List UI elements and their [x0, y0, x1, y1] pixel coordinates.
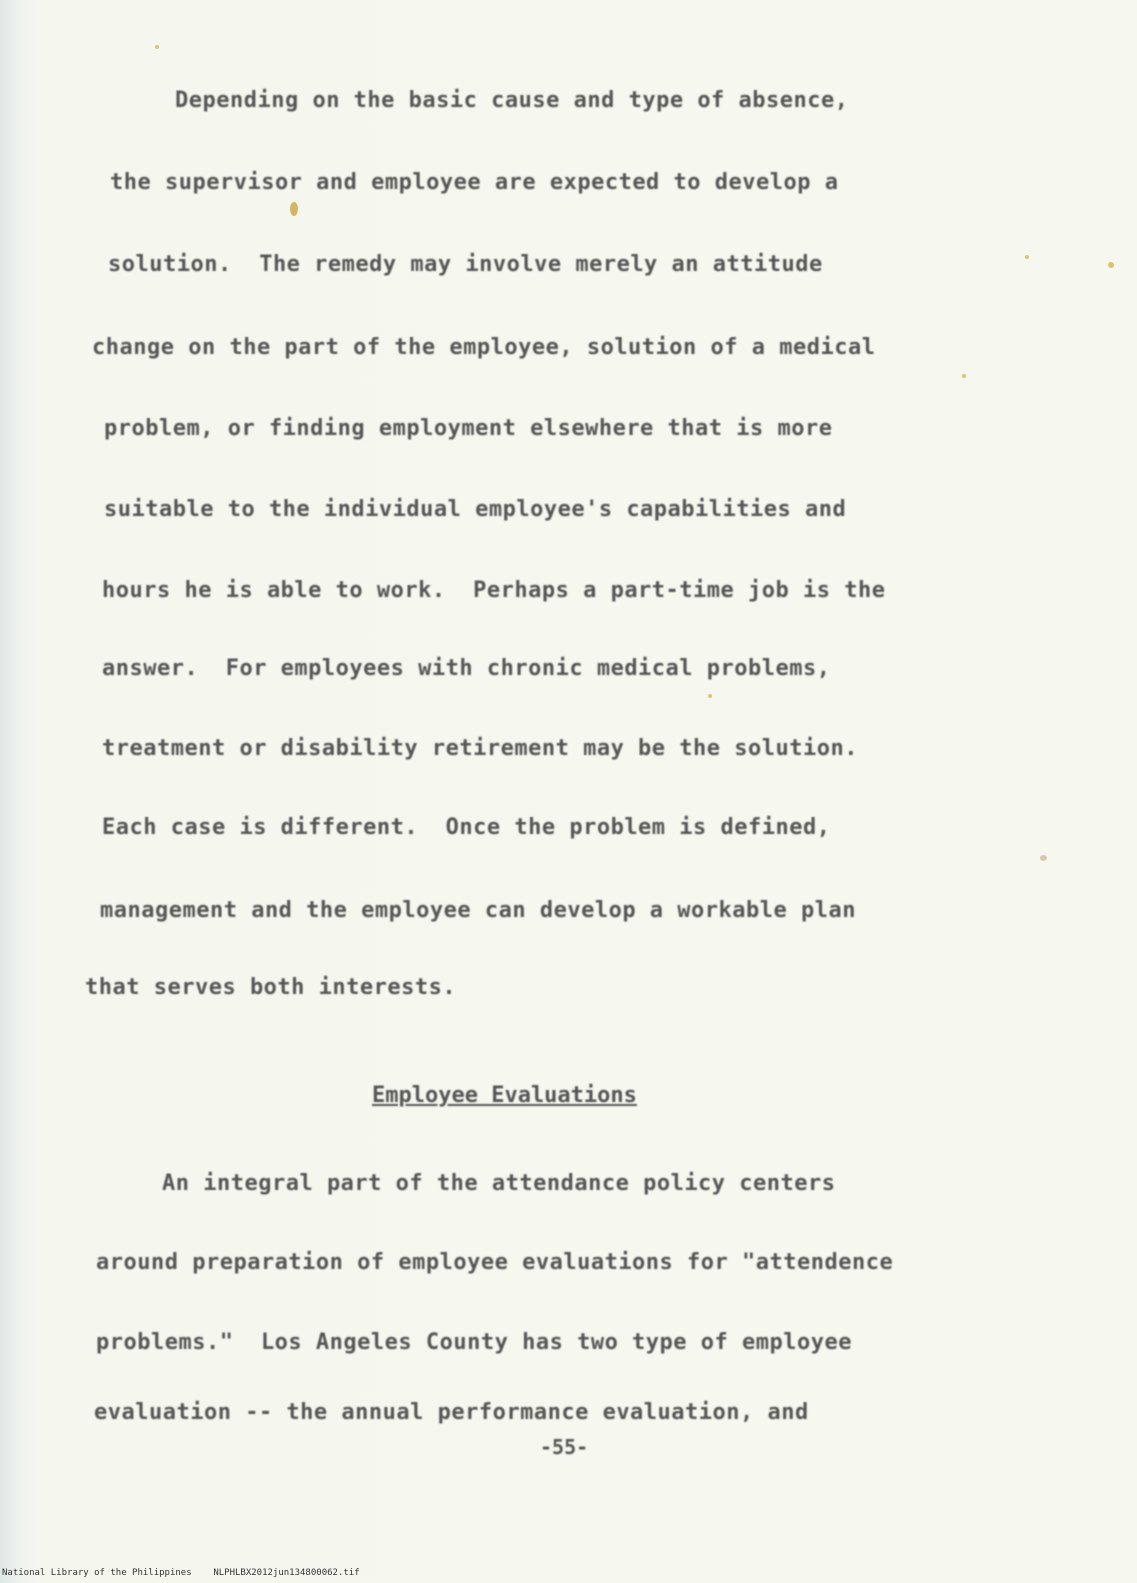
paragraph-1-line-12: that serves both interests.	[85, 975, 457, 1000]
paragraph-1-line-10: Each case is different. Once the problem is defined,	[102, 815, 831, 840]
stain-speck	[962, 374, 966, 378]
paragraph-1-line-2: the supervisor and employee are expected to develop a	[110, 170, 839, 195]
paragraph-1-line-1: Depending on the basic cause and type of absence,	[175, 88, 849, 113]
paragraph-1-line-11: management and the employee can develop a workable plan	[100, 898, 856, 923]
paragraph-1-line-6: suitable to the individual employee's capabilities and	[104, 497, 847, 522]
paragraph-2-line-3: problems." Los Angeles County has two type of employee	[96, 1330, 852, 1355]
paragraph-2-line-2: around preparation of employee evaluations for "attendence	[96, 1250, 894, 1275]
section-heading: Employee Evaluations	[372, 1083, 637, 1108]
paragraph-1-line-9: treatment or disability retirement may be the solution.	[102, 736, 858, 761]
scan-footer: National Library of the Philippines NLPHLBX2012jun134800062.tif	[2, 1568, 360, 1578]
stain-speck	[708, 694, 712, 698]
stain-speck	[1108, 262, 1114, 268]
paragraph-1-line-8: answer. For employees with chronic medical problems,	[102, 656, 831, 681]
stain-speck	[155, 45, 159, 49]
page-number: -55-	[540, 1435, 589, 1459]
stain-speck	[1025, 255, 1029, 259]
paragraph-2-line-4: evaluation -- the annual performance evaluation, and	[94, 1400, 809, 1425]
paragraph-2-line-1: An integral part of the attendance policy centers	[162, 1171, 836, 1196]
stain-speck	[1040, 855, 1047, 861]
paragraph-1-line-5: problem, or finding employment elsewhere that is more	[104, 416, 833, 441]
paragraph-1-line-3: solution. The remedy may involve merely an attitude	[108, 252, 823, 277]
stain-speck	[290, 202, 298, 216]
paragraph-1-line-7: hours he is able to work. Perhaps a part-time job is the	[102, 578, 886, 603]
paragraph-1-line-4: change on the part of the employee, solution of a medical	[92, 335, 876, 360]
